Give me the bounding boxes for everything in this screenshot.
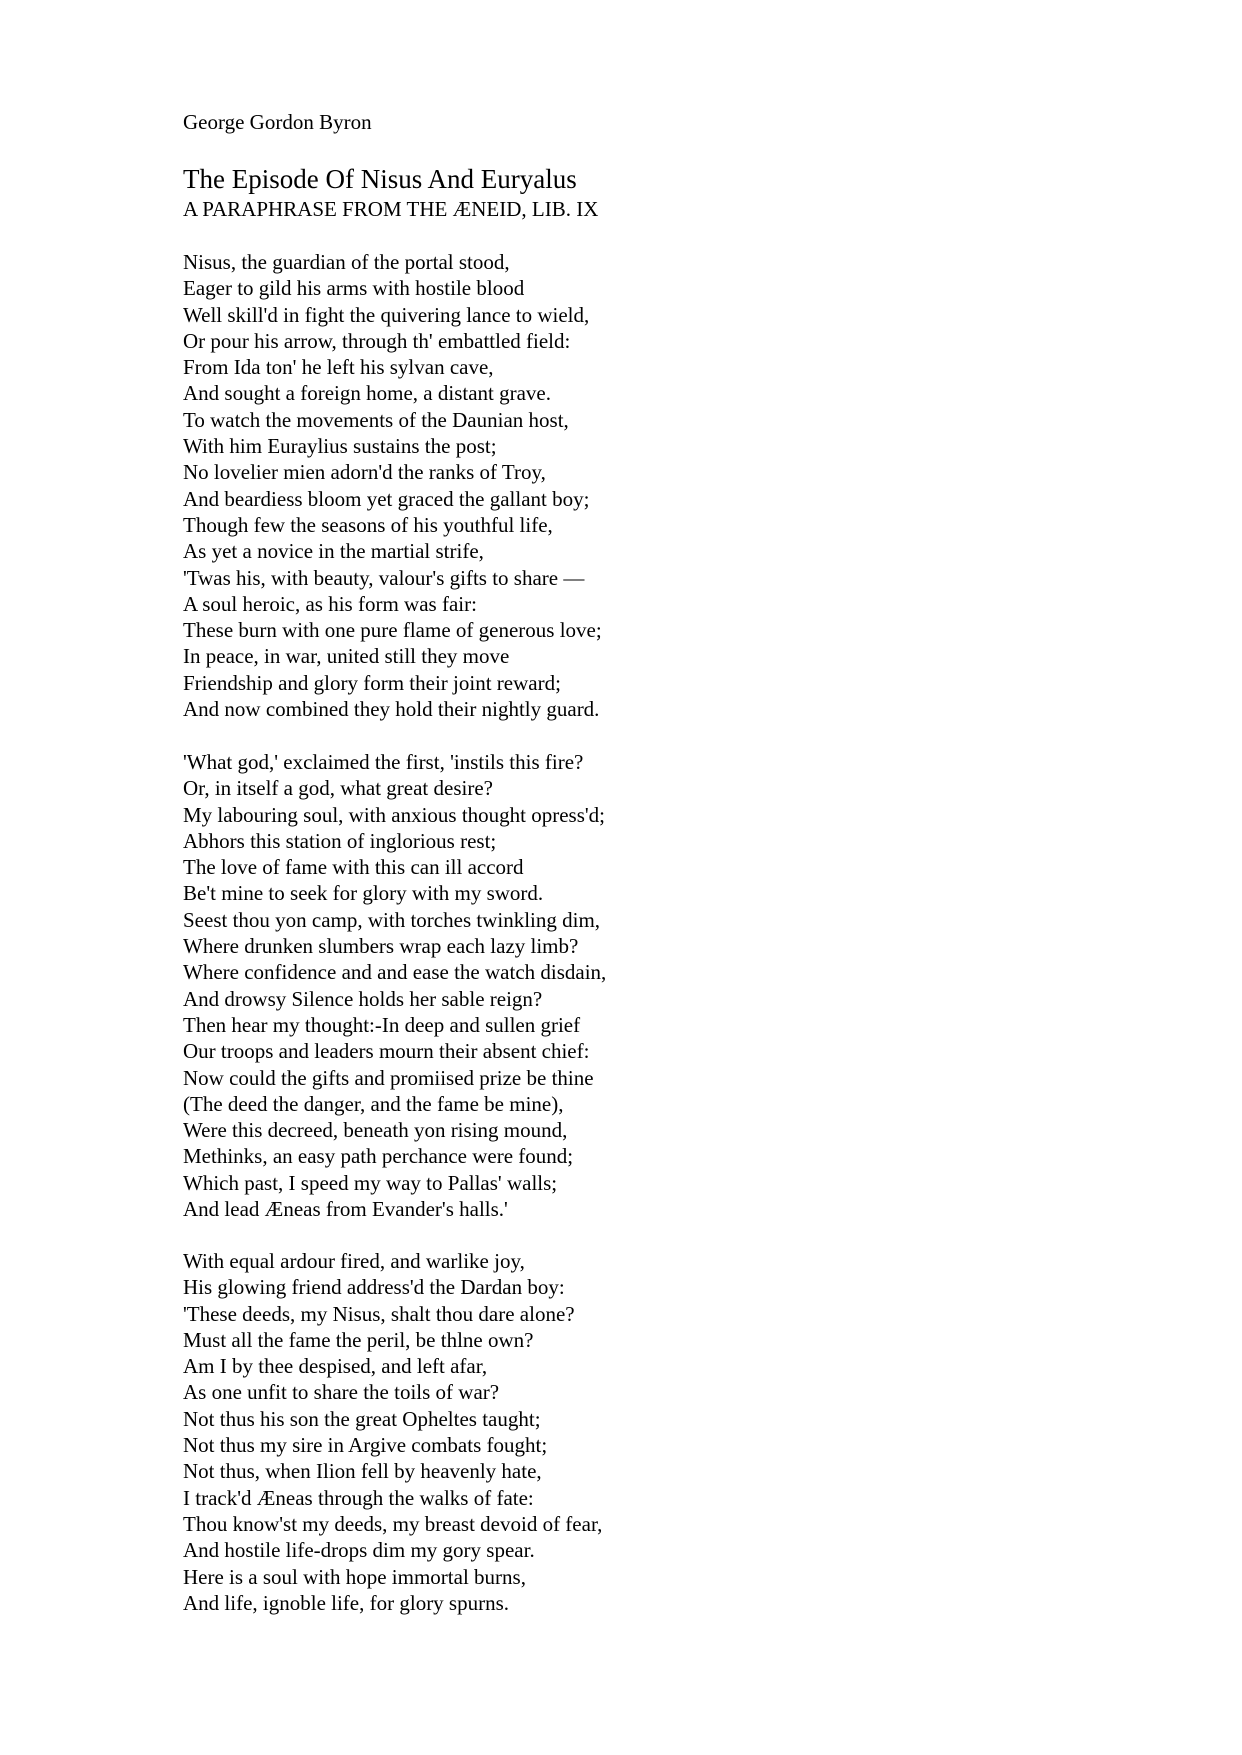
poem-line: Not thus my sire in Argive combats fought;	[183, 1433, 548, 1458]
poem-line: Not thus his son the great Opheltes taught;	[183, 1406, 541, 1431]
poem-line: And lead Æneas from Evander's halls.'	[183, 1197, 508, 1222]
poem-line: Though few the seasons of his youthful life,	[183, 512, 553, 537]
poem-line: Methinks, an easy path perchance were found;	[183, 1144, 574, 1169]
stanza-2	[183, 749, 606, 1222]
poem-line: Friendship and glory form their joint reward;	[183, 670, 561, 695]
poem-line: Which past, I speed my way to Pallas' walls;	[183, 1170, 558, 1195]
poem-line: His glowing friend address'd the Dardan boy:	[183, 1275, 565, 1300]
poem-line: These burn with one pure flame of generous love;	[183, 618, 602, 643]
poem-line: Here is a soul with hope immortal burns,	[183, 1564, 526, 1589]
stanza-3	[183, 1248, 602, 1616]
poem-line: Seest thou yon camp, with torches twinkling dim,	[183, 907, 601, 932]
poem-line: No lovelier mien adorn'd the ranks of Troy,	[183, 460, 546, 485]
poem-line: 'These deeds, my Nisus, shalt thou dare alone?	[183, 1301, 575, 1326]
poem-line: Where drunken slumbers wrap each lazy limb?	[183, 934, 579, 959]
poem-line: Thou know'st my deeds, my breast devoid of fear,	[183, 1511, 603, 1536]
poem-line: Must all the fame the peril, be thlne own?	[183, 1327, 534, 1352]
poem-subtitle: A PARAPHRASE FROM THE ÆNEID, LIB. IX	[183, 197, 599, 221]
poem-line: With equal ardour fired, and warlike joy,	[183, 1249, 525, 1273]
poem-line: From Ida ton' he left his sylvan cave,	[183, 355, 494, 380]
poem-line: Now could the gifts and promiised prize be thine	[183, 1065, 594, 1090]
poem-line: I track'd Æneas through the walks of fate:	[183, 1485, 534, 1510]
poem-line: And now combined they hold their nightly guard.	[183, 697, 600, 722]
poem-line: Where confidence and and ease the watch disdain,	[183, 960, 607, 985]
poem-line: Our troops and leaders mourn their absent chief:	[183, 1039, 590, 1064]
poem-line: Nisus, the guardian of the portal stood,	[183, 250, 510, 274]
poem-line: Then hear my thought:-In deep and sullen grief	[183, 1012, 581, 1037]
poem-line: As one unfit to share the toils of war?	[183, 1380, 500, 1405]
poem-line: The love of fame with this can ill accord	[183, 855, 524, 880]
poem-line: Or, in itself a god, what great desire?	[183, 776, 493, 801]
poem-line: 'What god,' exclaimed the first, 'instils this fire?	[183, 750, 584, 774]
poem-line: Abhors this station of inglorious rest;	[183, 828, 497, 853]
stanza-1	[183, 249, 602, 722]
poem-line: (The deed the danger, and the fame be mine),	[183, 1091, 564, 1116]
poem-line: Well skill'd in fight the quivering lance to wield,	[183, 302, 590, 327]
poem-line: To watch the movements of the Daunian host,	[183, 407, 569, 432]
poem-line: My labouring soul, with anxious thought opress'd;	[183, 802, 606, 827]
poem-line: And sought a foreign home, a distant grave.	[183, 381, 551, 406]
poem-line: And drowsy Silence holds her sable reign?	[183, 986, 543, 1011]
poem-line: Were this decreed, beneath yon rising mound,	[183, 1118, 568, 1143]
poem-line: And beardiess bloom yet graced the gallant boy;	[183, 486, 590, 511]
poem-line: And hostile life-drops dim my gory spear.	[183, 1538, 535, 1563]
poem-title: The Episode Of Nisus And Euryalus	[183, 164, 577, 194]
poem-line: A soul heroic, as his form was fair:	[183, 591, 477, 616]
poem-line: Eager to gild his arms with hostile blood	[183, 276, 525, 301]
poem-line: With him Euraylius sustains the post;	[183, 434, 497, 459]
poem-line: Be't mine to seek for glory with my sword.	[183, 881, 544, 906]
poem-line: As yet a novice in the martial strife,	[183, 539, 484, 564]
author-name: George Gordon Byron	[183, 110, 372, 134]
poem-line: 'Twas his, with beauty, valour's gifts to share —	[183, 565, 585, 590]
poem-line: Am I by thee despised, and left afar,	[183, 1354, 488, 1379]
poem-line: And life, ignoble life, for glory spurns.	[183, 1590, 510, 1615]
poem-line: In peace, in war, united still they move	[183, 644, 510, 669]
poem-line: Or pour his arrow, through th' embattled field:	[183, 328, 571, 353]
poem-line: Not thus, when Ilion fell by heavenly hate,	[183, 1459, 542, 1484]
